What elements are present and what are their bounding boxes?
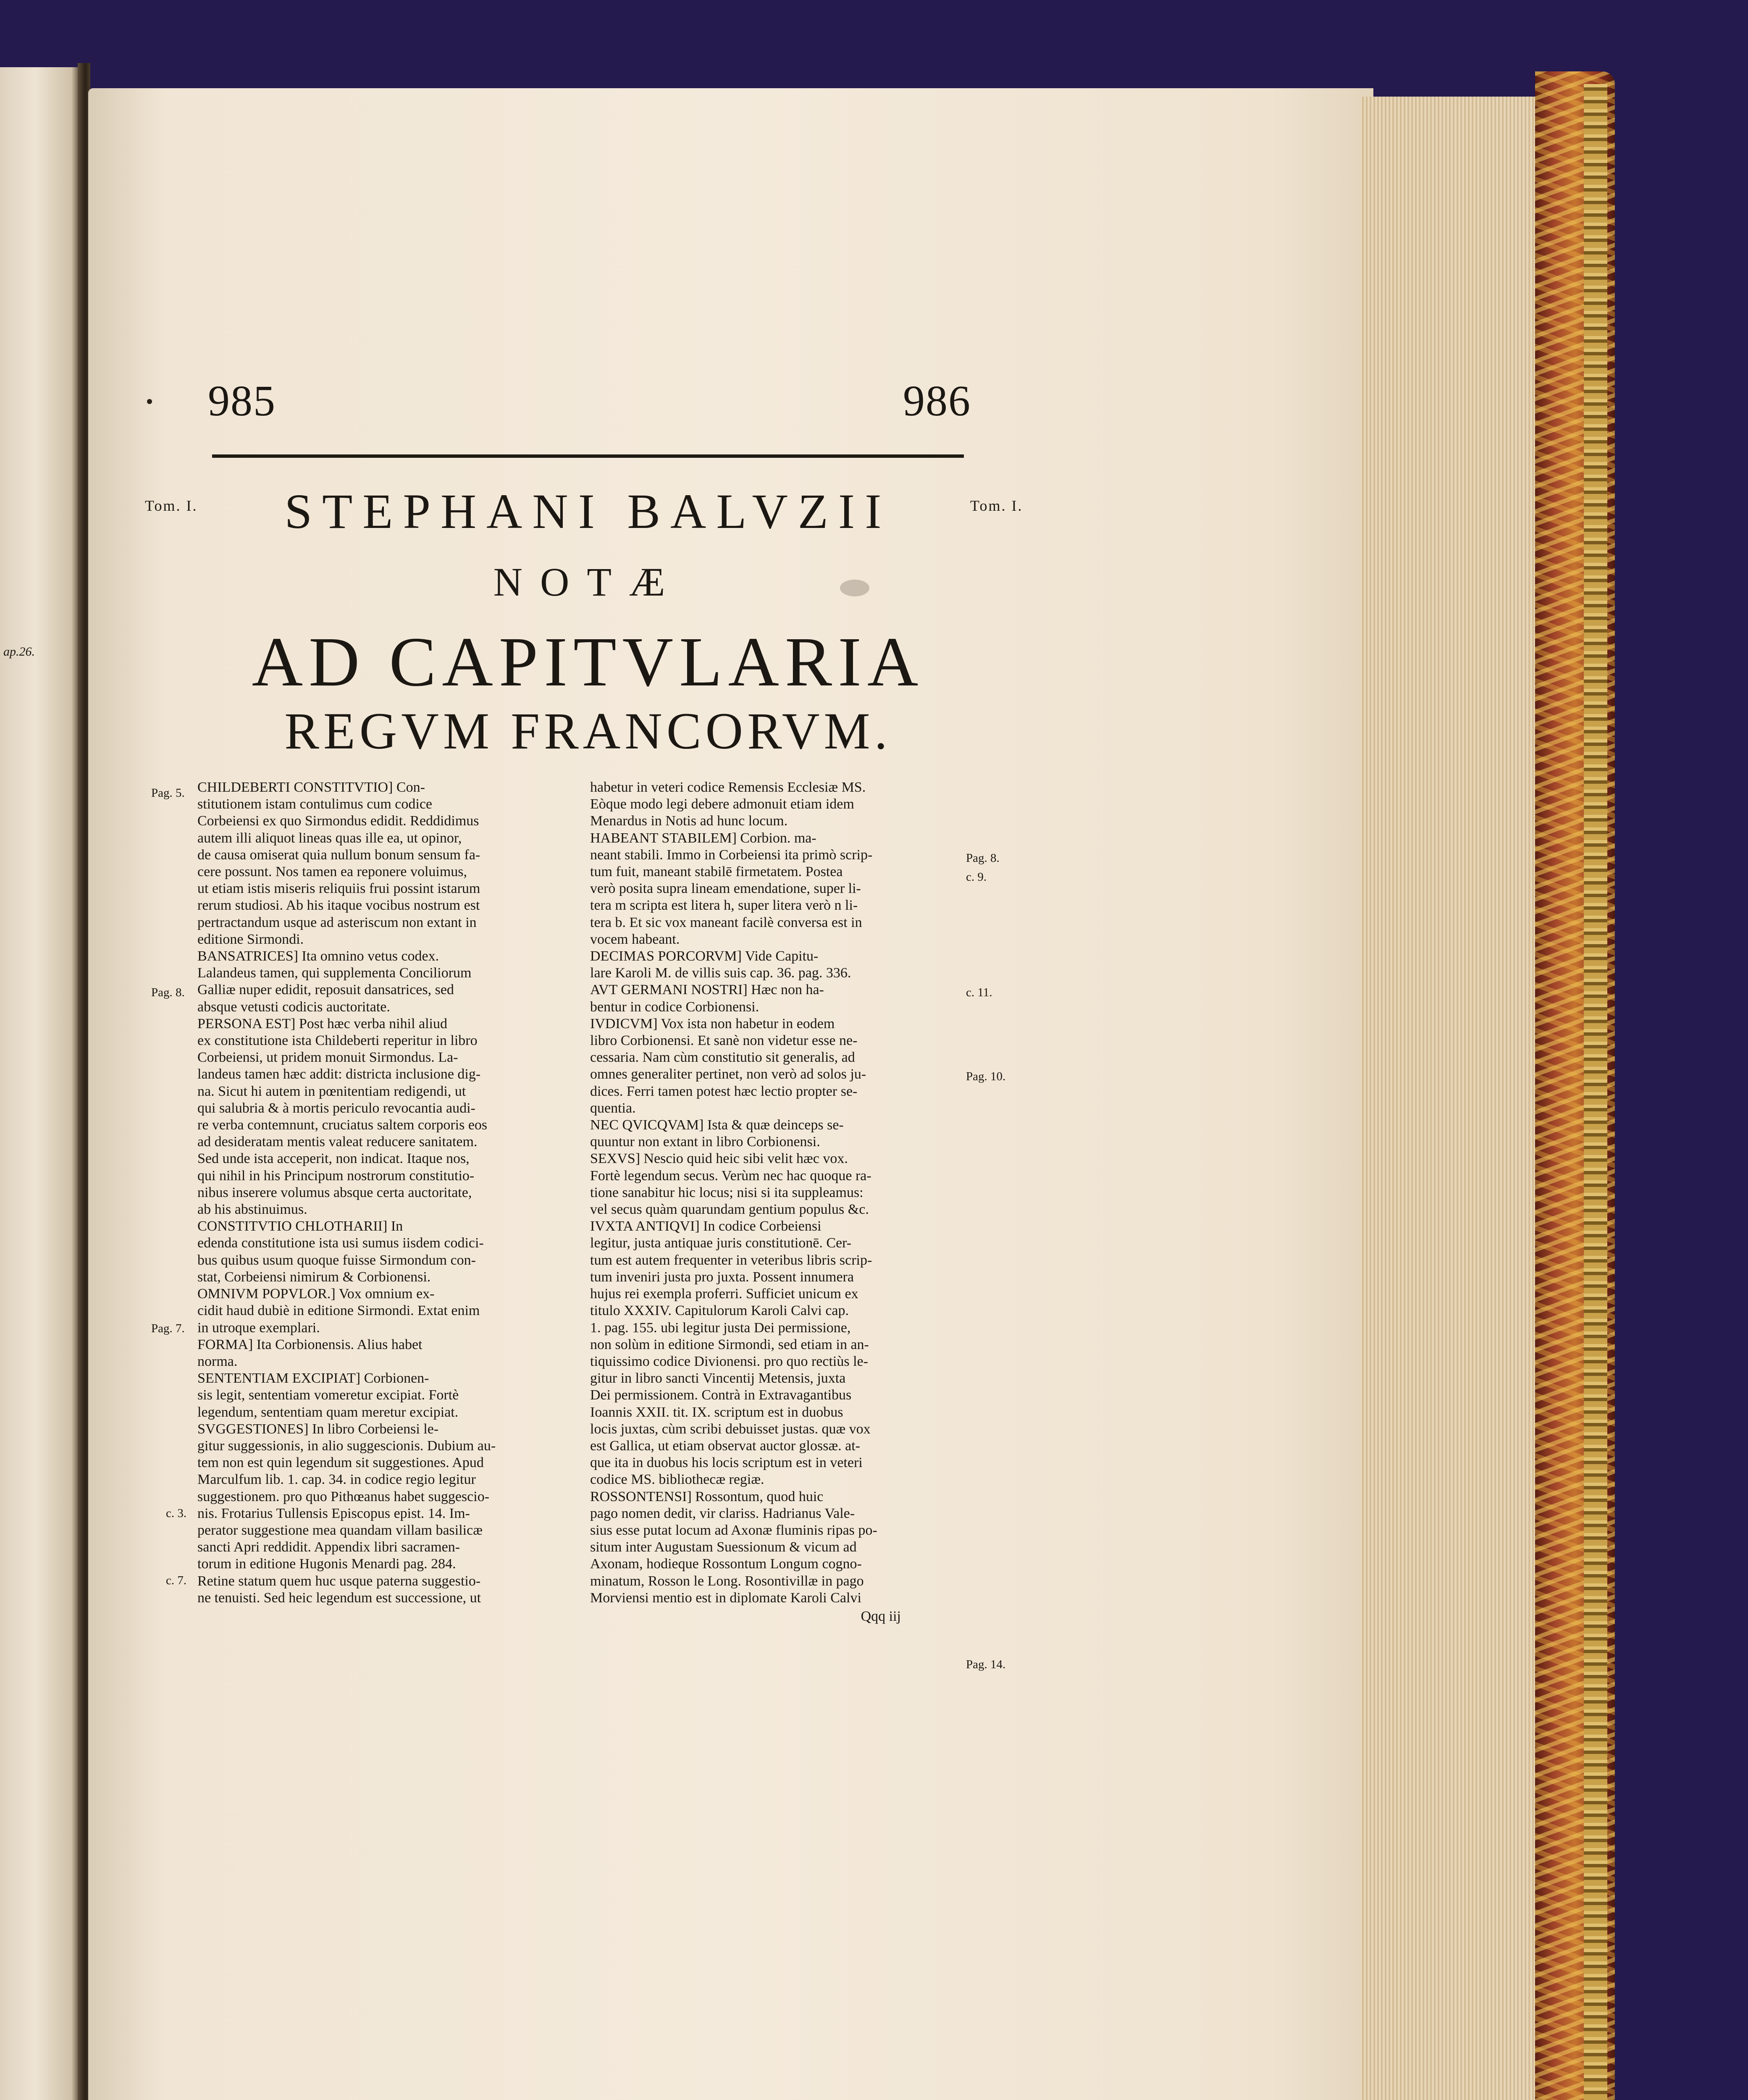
margin-note-left: Pag. 7. (151, 1322, 185, 1335)
text-line: habetur in veteri codice Remensis Ecclesiæ MS. (590, 780, 866, 795)
text-line: perator suggestione mea quandam villam basilicæ (197, 1522, 483, 1538)
text-line: vel secus quàm quarundam gentium populus &c. (590, 1202, 869, 1218)
text-line: PERSONA EST] Post hæc verba nihil aliud (197, 1016, 447, 1032)
text-line: Marculfum lib. 1. cap. 34. in codice regio legitur (197, 1472, 476, 1488)
text-line: DECIMAS PORCORVM] Vide Capitu- (590, 948, 819, 964)
margin-note-left: c. 3. (166, 1507, 187, 1520)
text-line: Fortè legendum secus. Verùm nec hac quoque ra- (590, 1168, 871, 1184)
text-line: autem illi aliquot lineas quas ille ea, ut opinor, (197, 830, 462, 846)
text-line: nibus inserere volumus absque certa auctoritate, (197, 1184, 472, 1200)
text-line: norma. (197, 1353, 238, 1369)
text-line: rerum studiosi. Ab his itaque vocibus nostrum est (197, 898, 480, 914)
text-line: bentur in codice Corbionensi. (590, 999, 759, 1015)
title-capitularia: AD CAPITVLARIA (252, 623, 924, 701)
text-line: tione sanabitur hic locus; nisi si ita suppleamus: (590, 1184, 864, 1200)
text-line: ROSSONTENSI] Rossontum, quod huic (590, 1488, 824, 1504)
text-line: FORMA] Ita Corbionensis. Alius habet (197, 1336, 423, 1352)
text-line: stitutionem istam contulimus cum codice (197, 796, 433, 812)
margin-note-left: c. 7. (166, 1574, 187, 1587)
title-regum: REGVM FRANCORVM. (284, 702, 892, 760)
text-line: qui nihil in his Principum nostrorum constitutio- (197, 1168, 475, 1184)
page-number-left: 985 (208, 377, 276, 425)
text-line: re verba contemnunt, cruciatus saltem corporis eos (197, 1117, 488, 1133)
text-line: de causa omiserat quia nullum bonum sensum fa- (197, 847, 480, 863)
text-line: libro Corbionensi. Et sanè non videtur esse ne- (590, 1033, 858, 1049)
margin-note-right: Pag. 8. (966, 851, 1000, 865)
margin-note-right: Pag. 14. (966, 1658, 1006, 1671)
text-line: stat, Corbeiensi nimirum & Corbionensi. (197, 1269, 431, 1285)
text-line: legendum, sententiam quam meretur excipiat. (197, 1404, 459, 1420)
text-line: hujus rei exempla proferri. Sufficiet unicum ex (590, 1286, 858, 1302)
text-line: neant stabili. Immo in Corbeiensi ita primò scrip- (590, 847, 873, 863)
left-page-edge (0, 67, 78, 2100)
text-line: vocem habeant. (590, 931, 680, 947)
tom-label-right: Tom. I. (970, 497, 1023, 514)
text-line: absque vetusti codicis auctoritate. (197, 999, 390, 1015)
text-line: tum fuit, maneant stabilē firmetatem. Postea (590, 864, 843, 880)
text-line: 1. pag. 155. ubi legitur justa Dei permissione, (590, 1320, 851, 1336)
text-line: non solùm in editione Sirmondi, sed etiam in an- (590, 1336, 869, 1352)
text-line: Lalandeus tamen, qui supplementa Conciliorum (197, 965, 472, 981)
text-line: tera b. Et sic vox maneant facilè conversa est in (590, 914, 862, 930)
text-line: torum in editione Hugonis Menardi pag. 284. (197, 1556, 456, 1572)
text-column-left (197, 779, 563, 1606)
text-line: gitur suggessionis, in alio suggescionis. Dubium au- (197, 1438, 496, 1454)
text-line: situm inter Augustam Suessionum & vicum ad (590, 1539, 857, 1555)
text-line: ad desideratam mentis valeat reducere sanitatem. (197, 1134, 478, 1150)
left-margin-fragment: ap.26. (3, 645, 35, 659)
text-line: edenda constitutione ista usi sumus iisdem codici- (197, 1235, 484, 1251)
text-line: sius esse putat locum ad Axonæ fluminis ripas po- (590, 1522, 877, 1538)
text-line: sancti Apri reddidit. Appendix libri sacramen- (197, 1539, 460, 1555)
text-line: tem non est quin legendum sit suggestiones. Apud (197, 1455, 484, 1471)
text-line: SENTENTIAM EXCIPIAT] Corbionen- (197, 1370, 429, 1386)
text-column-right (590, 779, 955, 1625)
text-line: cessaria. Nam cùm constitutio sit generalis, ad (590, 1050, 855, 1066)
title-notae: NOTÆ (493, 559, 683, 604)
text-line: Corbeiensi ex quo Sirmondus edidit. Reddidimus (197, 813, 479, 829)
text-line: qui salubria & à mortis periculo revocantia audi- (197, 1100, 475, 1116)
text-line: Dei permissionem. Contrà in Extravagantibus (590, 1387, 852, 1403)
text-line: tum est autem frequenter in veteribus libris scrip- (590, 1252, 872, 1268)
text-line: Menardus in Notis ad hunc locum. (590, 813, 788, 829)
text-line: IVXTA ANTIQVI] In codice Corbeiensi (590, 1218, 822, 1234)
text-line: editione Sirmondi. (197, 931, 304, 947)
text-line: verò posita supra lineam emendatione, super li- (590, 881, 861, 897)
text-line: minatum, Rosson le Long. Rosontivillæ in pago (590, 1573, 864, 1589)
tom-label-left: Tom. I. (145, 497, 198, 514)
marbled-cover (1535, 71, 1615, 2100)
text-line: SEXVS] Nescio quid heic sibi velit hæc vox. (590, 1151, 848, 1167)
margin-note-left: Pag. 8. (151, 986, 185, 999)
margin-note-right: c. 11. (966, 986, 992, 999)
text-line: NEC QVICQVAM] Ista & quæ deinceps se- (590, 1117, 844, 1133)
margin-note-left: Pag. 5. (151, 786, 185, 800)
page-number-right: 986 (903, 377, 971, 425)
text-line: IVDICVM] Vox ista non habetur in eodem (590, 1016, 835, 1032)
page-stack-edge (1361, 97, 1537, 2100)
text-line: tera m scripta est litera h, super litera verò n li- (590, 898, 858, 914)
text-line: AVT GERMANI NOSTRI] Hæc non ha- (590, 982, 824, 998)
text-line: na. Sicut hi autem in pœnitentiam redigendi, ut (197, 1083, 466, 1099)
text-line: Axonam, hodieque Rossontum Longum cogno- (590, 1556, 862, 1572)
text-line: pertractandum usque ad asteriscum non extant in (197, 914, 477, 930)
text-line: quentia. (590, 1100, 636, 1116)
text-line: cere possunt. Nos tamen ea reponere voluimus, (197, 864, 467, 880)
text-line: Sed unde ista acceperit, non indicat. Itaque nos, (197, 1151, 470, 1167)
text-line: landeus tamen hæc addit: districta inclusione dig- (197, 1066, 481, 1082)
text-line: quuntur non extant in libro Corbionensi. (590, 1134, 820, 1150)
text-line: dices. Ferri tamen potest hæc lectio propter se- (590, 1083, 858, 1099)
text-line: Retine statum quem huc usque paterna suggestio- (197, 1573, 481, 1589)
text-line: sis legit, sententiam vomeretur excipiat. Fortè (197, 1387, 459, 1403)
text-line: ab his abstinuimus. (197, 1202, 307, 1218)
text-line: gitur in libro sancti Vincentij Metensis, juxta (590, 1370, 846, 1386)
header-dot (147, 399, 152, 404)
ink-stain (840, 580, 869, 596)
margin-note-right: c. 9. (966, 870, 987, 884)
text-line: Galliæ nuper edidit, reposuit dansatrices, sed (197, 982, 454, 998)
title-author: STEPHANI BALVZII (284, 484, 892, 539)
text-line: Eòque modo legi debere admonuit etiam idem (590, 796, 854, 812)
text-line: ex constitutione ista Childeberti reperitur in libro (197, 1033, 478, 1049)
text-line: suggestionem. pro quo Pithœanus habet suggescio- (197, 1488, 490, 1504)
header-rule (212, 454, 964, 458)
text-line: est Gallica, ut etiam observat auctor glossæ. at- (590, 1438, 860, 1454)
text-line: legitur, justa antiquae juris constitutionē. Cer- (590, 1235, 852, 1251)
text-line: bus quibus usum quoque fuisse Sirmondum con- (197, 1252, 476, 1268)
text-line: nis. Frotarius Tullensis Episcopus epist. 14. Im- (197, 1505, 470, 1521)
text-line: Ioannis XXII. tit. IX. scriptum est in duobus (590, 1404, 843, 1420)
text-line: ut etiam istis miseris reliquiis frui possint istarum (197, 881, 480, 897)
text-line: lare Karoli M. de villis suis cap. 36. pag. 336. (590, 965, 851, 981)
text-line: Corbeiensi, ut pridem monuit Sirmondus. La- (197, 1050, 458, 1066)
text-line: tum inveniri justa pro juxta. Possent innumera (590, 1269, 854, 1285)
text-line: tiquissimo codice Divionensi. pro quo rectiùs le- (590, 1353, 868, 1369)
text-line: ne tenuisti. Sed heic legendum est successione, ut (197, 1590, 481, 1606)
text-line: in utroque exemplari. (197, 1320, 320, 1336)
text-line: titulo XXXIV. Capitulorum Karoli Calvi cap. (590, 1303, 849, 1319)
text-line: omnes generaliter pertinet, non verò ad solos ju- (590, 1066, 866, 1082)
text-line: cidit haud dubiè in editione Sirmondi. Extat enim (197, 1303, 480, 1319)
text-line: codice MS. bibliothecæ regiæ. (590, 1472, 764, 1488)
signature-mark: Qqq iij (861, 1608, 901, 1624)
text-line: pago nomen dedit, vir clariss. Hadrianus Vale- (590, 1505, 855, 1521)
text-line: BANSATRICES] Ita omnino vetus codex. (197, 948, 439, 964)
text-line: CHILDEBERTI CONSTITVTIO] Con- (197, 780, 425, 795)
text-line: OMNIVM POPVLOR.] Vox omnium ex- (197, 1286, 435, 1302)
text-line: Morviensi mentio est in diplomate Karoli Calvi (590, 1590, 861, 1606)
text-line: SVGGESTIONES] In libro Corbeiensi le- (197, 1421, 439, 1437)
text-line: locis juxtas, cùm scribi debuisset justas. quæ vox (590, 1421, 871, 1437)
gilt-border (1584, 84, 1607, 2100)
margin-note-right: Pag. 10. (966, 1070, 1006, 1083)
text-line: que ita in duobus his locis scriptum est in veteri (590, 1455, 863, 1471)
text-line: CONSTITVTIO CHLOTHARII] In (197, 1218, 403, 1234)
text-line: HABEANT STABILEM] Corbion. ma- (590, 830, 816, 846)
